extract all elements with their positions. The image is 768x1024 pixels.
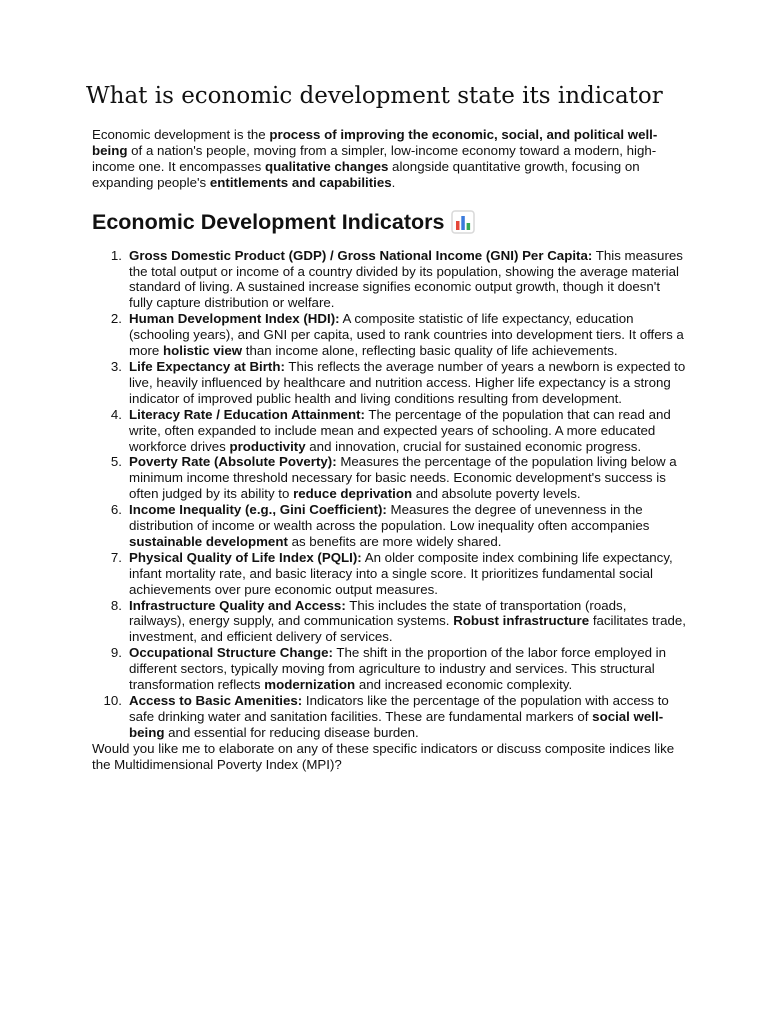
list-item-text [129,550,673,597]
text-run: facilitates trade, investment, and efficient delivery of services. [129,613,686,645]
text-run: This reflects the average number of years a newborn is expected to live, heavily influenced by healthcare and nutrition access. Higher life expectancy is a strong indicator of improved public health and living conditions resulting from development. [129,358,686,406]
bold-text-run: Life Expectancy at Birth: [129,358,285,374]
chart-icon-bar-blue [462,216,466,230]
chart-icon-bar-red [456,221,460,230]
text-run: An older composite index combining life expectancy, infant mortality rate, and basic literacy into a single score. It prioritizes fundamental social achievements over pure economic output measures. [129,549,673,597]
text-run: The shift in the proportion of the labor force employed in different sectors, typically moving from agriculture to industry and services. This structural transformation reflects [129,645,667,693]
text-run: and increased economic complexity. [355,677,573,693]
list-item-number: 9. [110,645,122,661]
text-run: as benefits are more widely shared. [287,533,502,549]
bold-text-run: process of improving the economic, social, and political well-being [92,127,658,158]
bold-text-run: sustainable development [129,533,288,549]
list-item-text [129,359,685,406]
list-item [92,550,686,598]
text-run: This includes the state of transportation (roads, railways), energy supply, and communication systems. [129,597,627,629]
list-item-number: 6. [110,502,122,518]
list-item [92,359,686,407]
bold-text-run: qualitative changes [264,158,389,174]
bold-text-run: Infrastructure Quality and Access: [129,597,346,613]
bold-text-run: productivity [229,438,306,454]
text-run: The percentage of the population that can read and write, often expanded to include mean and expected years of schooling. A more educated workforce drives [129,406,671,454]
text-run: Measures the degree of unevenness in the distribution of income or wealth across the population. Low inequality often accompanies [129,502,650,534]
document-body [92,127,686,773]
text-run: of a nation's people, moving from a simpler, low-income economy toward a modern, high-income one. It encompasses [92,142,657,174]
bold-text-run: Poverty Rate (Absolute Poverty): [129,454,337,470]
text-run: Economic development is the [92,127,270,142]
list-item [92,693,686,741]
list-item [92,407,686,455]
text-run: This measures the total output or income of a country divided by its population, showing the average material standard of living. A sustained increase signifies economic output growth, though it doesn't fully capture distribution or welfare. [129,247,683,311]
bold-text-run: Physical Quality of Life Index (PQLI): [129,549,362,565]
list-item-text [129,407,671,454]
text-run: and essential for reducing disease burden. [164,724,419,740]
document-title: What is economic development state its indicator [86,83,663,109]
intro-paragraph [92,127,686,191]
list-item [92,645,686,693]
list-item-number: 2. [110,311,122,327]
list-item-number: 10. [103,693,122,708]
list-item [92,311,686,359]
text-run: . [391,174,396,190]
indicator-list [92,248,686,741]
bold-text-run: Robust infrastructure [453,613,590,629]
text-run: A composite statistic of life expectancy, education (schooling years), and GNI per capita, used to rank countries into development tiers. It offers a more [129,311,684,359]
list-item [92,248,686,312]
bold-text-run: holistic view [163,343,243,359]
text-run: and absolute poverty levels. [412,486,581,502]
list-item-text [129,248,683,311]
section-heading [92,208,686,236]
bold-text-run: Access to Basic Amenities: [129,693,303,708]
list-item-text [129,693,669,740]
bold-text-run: Literacy Rate / Education Attainment: [129,406,365,422]
bold-text-run: modernization [264,677,356,693]
bold-text-run: reduce deprivation [293,486,413,502]
section-heading-text: Economic Development Indicators [92,209,445,234]
text-run: than income alone, reflecting basic quality of life achievements. [242,343,618,359]
text-run: alongside quantitative growth, focusing on expanding people's [92,158,640,190]
bold-text-run: Occupational Structure Change: [129,645,333,661]
chart-icon-bar-green [467,223,471,230]
list-item-number: 1. [110,247,122,263]
list-item-number: 7. [110,549,122,565]
list-item-text [129,311,684,358]
list-item-number: 4. [110,406,122,422]
text-run: Indicators like the percentage of the population with access to safe drinking water and sanitation facilities. These are fundamental markers of [129,693,669,724]
bold-text-run: Income Inequality (e.g., Gini Coefficient): [129,502,387,518]
list-item [92,502,686,550]
closing-question: Would you like me to elaborate on any of these specific indicators or discuss composite indices like the Multidimensional Poverty Index (MPI)? [92,740,675,772]
bold-text-run: Human Development Index (HDI): [129,311,340,327]
list-item [92,598,686,646]
bold-text-run: Gross Domestic Product (GDP) / Gross National Income (GNI) Per Capita: [129,247,593,263]
bar-chart-icon [451,210,475,234]
text-run: and innovation, crucial for sustained economic progress. [305,438,642,454]
list-item-text [129,454,677,501]
list-item-text [129,645,666,692]
list-item-text [129,502,649,549]
text-run: Measures the percentage of the population living below a minimum income threshold necessary for basic needs. Economic development's success is often judged by its ability to [129,454,677,502]
list-item-number: 5. [110,454,122,470]
list-item [92,454,686,502]
bold-text-run: entitlements and capabilities [209,174,392,190]
list-item-number: 8. [110,597,122,613]
bold-text-run: social well-being [129,708,664,740]
list-item-number: 3. [110,358,122,374]
list-item-text [129,598,686,645]
